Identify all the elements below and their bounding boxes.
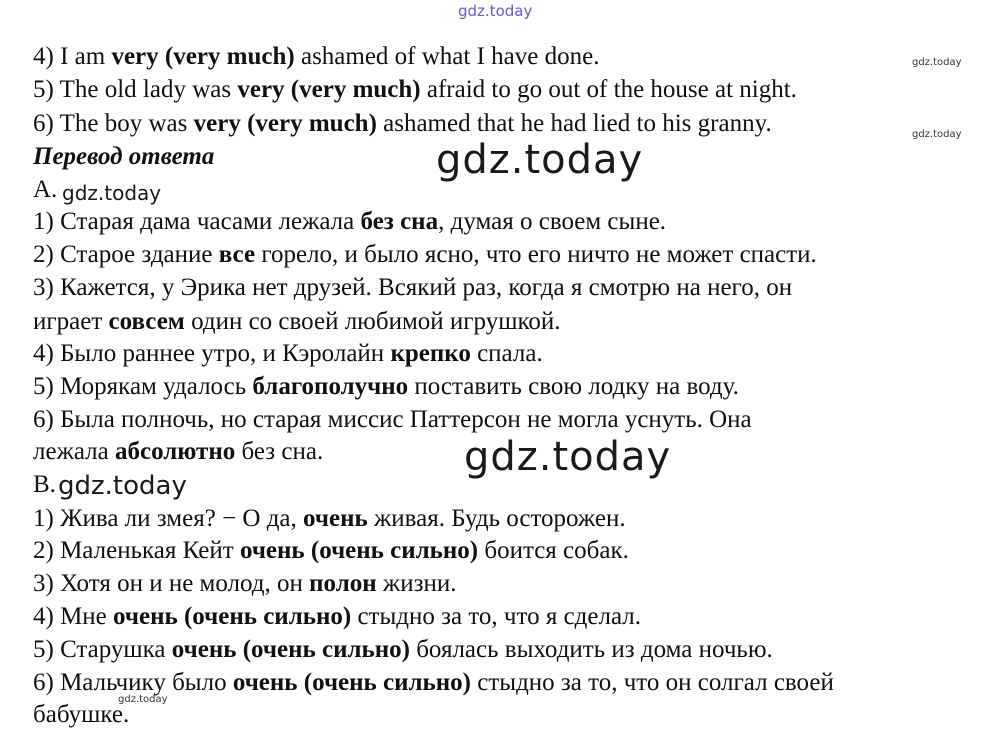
section-b-line: 2) Маленькая Кейт очень (очень сильно) боится собак. [33, 537, 629, 564]
section-b-label: B. [33, 471, 56, 498]
section-a-label: A. [33, 176, 58, 203]
watermark-medium: gdz.today [58, 471, 187, 501]
watermark-small: gdz.today [912, 57, 962, 68]
watermark-small: gdz.today [912, 129, 962, 140]
english-line: 6) The boy was very (very much) ashamed that he had lied to his granny. [33, 110, 772, 137]
watermark-small: gdz.today [118, 694, 168, 705]
section-b-line: 4) Мне очень (очень сильно) стыдно за то, что я сделал. [33, 603, 642, 630]
section-a-line: 1) Старая дама часами лежала без сна, думая о своем сыне. [33, 208, 667, 235]
section-b-line: 3) Хотя он и не молод, он полон жизни. [33, 570, 457, 597]
translation-heading: Перевод ответа [33, 143, 215, 170]
english-line: 5) The old lady was very (very much) afraid to go out of the house at night. [33, 76, 797, 103]
watermark-large: gdz.today [436, 137, 644, 183]
section-b-line: бабушке. [33, 701, 130, 728]
section-a-line: играет совсем один со своей любимой игрушкой. [33, 308, 561, 335]
section-b-line: 1) Жива ли змея? − О да, очень живая. Будь осторожен. [33, 505, 626, 532]
section-a-line: 2) Старое здание все горело, и было ясно, что его ничто не может спасти. [33, 241, 817, 268]
watermark-medium: gdz.today [62, 181, 162, 205]
section-a-line: лежала абсолютно без сна. [33, 438, 324, 465]
section-b-line: 5) Старушка очень (очень сильно) боялась выходить из дома ночью. [33, 636, 773, 663]
watermark-top: gdz.today [458, 2, 533, 20]
section-a-line: 5) Морякам удалось благополучно поставить свою лодку на воду. [33, 373, 739, 400]
english-line: 4) I am very (very much) ashamed of what I have done. [33, 43, 600, 70]
section-a-line: 3) Кажется, у Эрика нет друзей. Всякий раз, когда я смотрю на него, он [33, 274, 793, 301]
watermark-large: gdz.today [464, 434, 672, 480]
section-a-line: 6) Была полночь, но старая миссис Паттерсон не могла уснуть. Она [33, 406, 752, 433]
section-b-line: 6) Мальчику было очень (очень сильно) стыдно за то, что он солгал своей [33, 669, 834, 696]
section-a-line: 4) Было раннее утро, и Кэролайн крепко спала. [33, 340, 543, 367]
